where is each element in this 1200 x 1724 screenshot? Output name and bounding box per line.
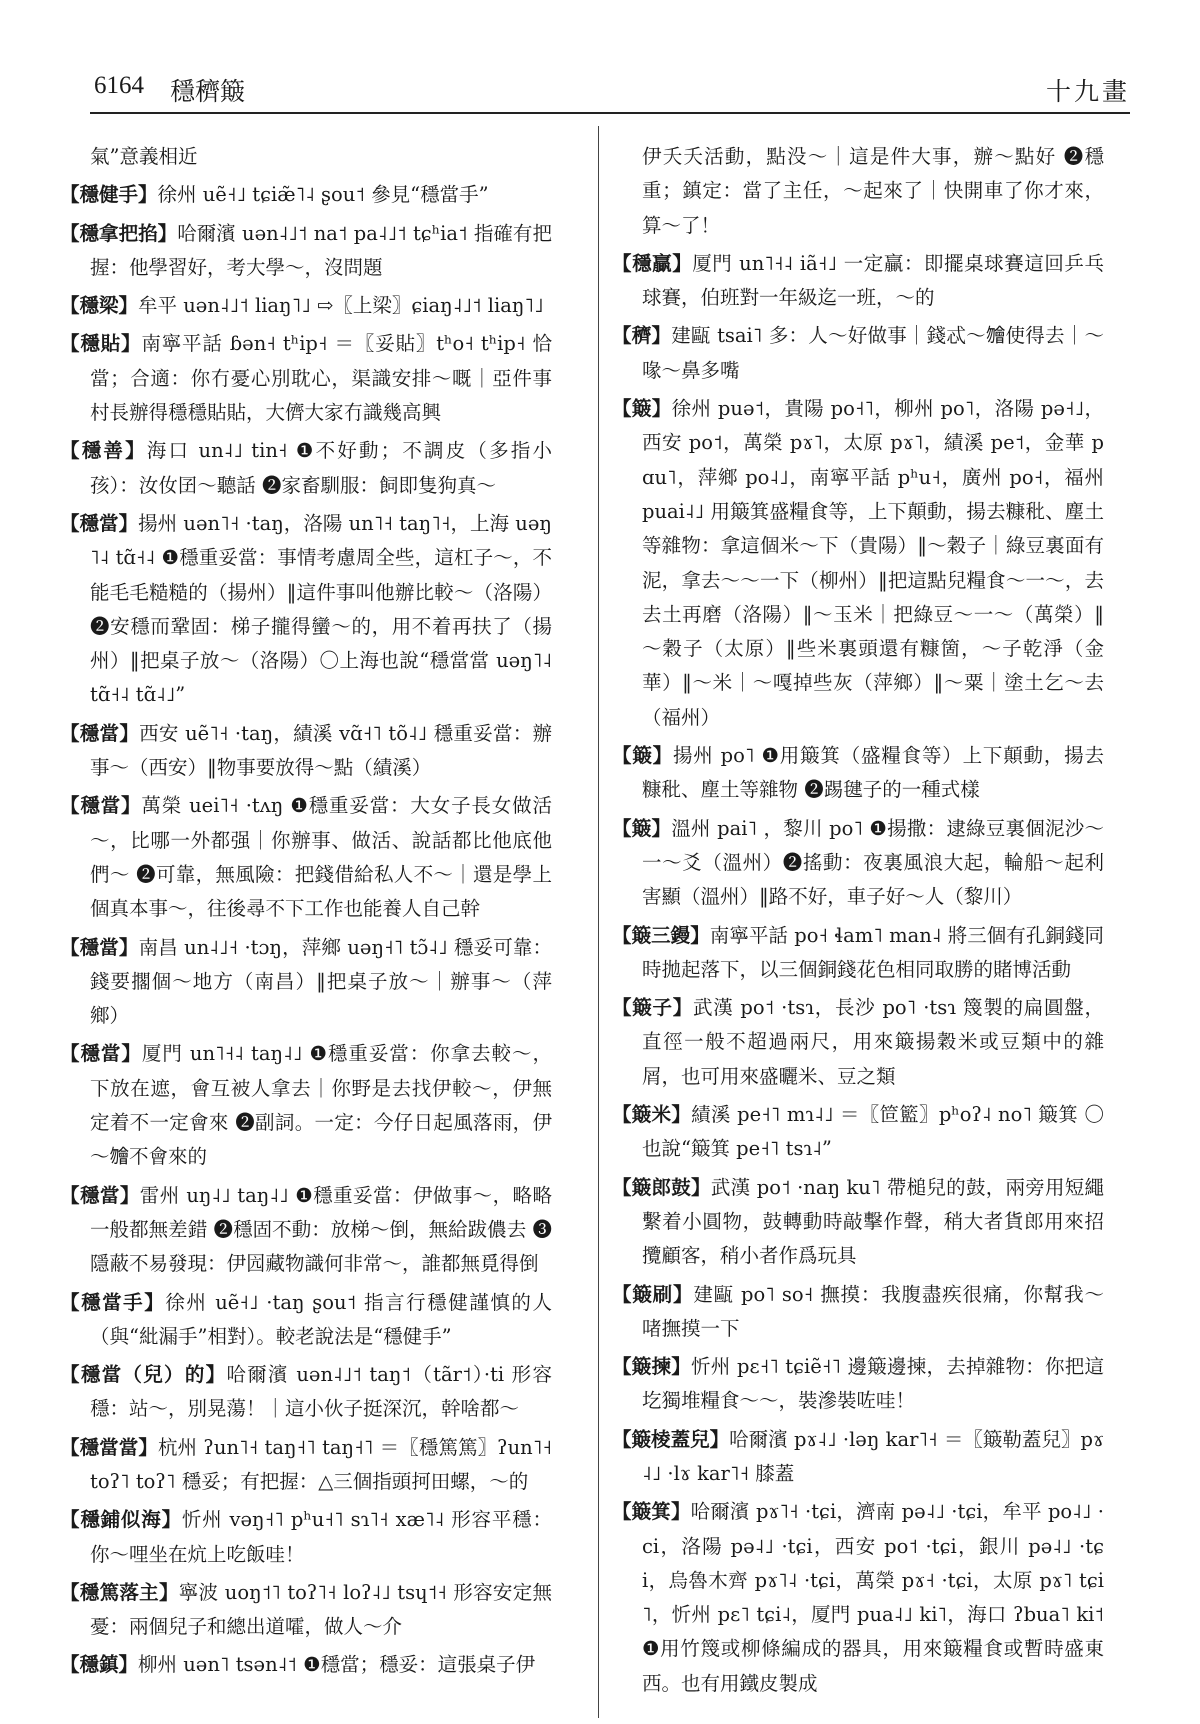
entry-headword: 【 簸 】	[612, 744, 673, 767]
dictionary-entry	[60, 289, 552, 323]
dictionary-entry	[612, 991, 1104, 1094]
entry-definition: 徐州 puə˦，貴陽 po˧˥，柳州 po˥，洛陽 pə˧˩，西安 po˦，萬榮 pɤ˥，太原 pɤ˥，績溪 pe˦，金華 pɑu˥，萍鄉 po˨˩，南寧平話 pʰu˧，廣州 po˧，福州 puai˨˩ 用簸箕盛糧食等，上下顛動，揚去糠秕、塵土等雜物：拿這個米～下（貴陽）‖～穀子｜綠豆裏面有泥，拿去～～一下（柳州）‖把這點兒糧食～一～，去去土再磨（洛陽）‖～玉米｜把綠豆～一～（萬榮）‖～穀子（太原）‖些米裏頭還有糠箇，～子乾淨（金華）‖～米｜～嘎掉些灰（萍鄉）‖～粟｜塗土乞～去（福州）	[642, 397, 1104, 729]
entry-definition: 厦門 un˥˧˨ iã˧˩ 一定贏：即擺桌球賽這回乒乓球賽，伯班對一年級迄一班，～的	[642, 251, 1104, 310]
entry-headword: 【 簸子 】	[612, 996, 693, 1019]
entry-definition: 牟平 uən˨˩˦ liaŋ˥˩ ⇨〖上梁〗ɕiaŋ˨˩˦ liaŋ˥˩	[138, 294, 544, 318]
dictionary-entry	[612, 392, 1104, 735]
entry-headword: 【 穩拿把掐 】	[60, 222, 177, 245]
entry-definition: 哈爾濱 uən˨˩˦ taŋ˦（tãr˦）·ti 形容穩：站～，別晃蕩！｜這小伙子挺深沉，幹啥都～	[90, 1363, 552, 1421]
dictionary-entry	[60, 507, 552, 713]
dictionary-entry	[612, 140, 1104, 243]
dictionary-entry	[60, 1358, 552, 1427]
entry-headword: 【 穩當 】	[60, 794, 141, 817]
entry-definition: 杭州 ʔun˥˧ taŋ˧˥ taŋ˧˥ ＝〖穩篤篤〗ʔun˥˧ toʔ˥ toʔ˥ 穩妥；有把握：△三個指頭抲田螺，～的	[90, 1435, 552, 1493]
entry-definition: 哈爾濱 pɤ˨˩ ·ləŋ kar˥˧ ＝〖簸勒蓋兒〗pɤ˨˩ ·lɤ kar˥˧ 膝蓋	[642, 1427, 1104, 1485]
dictionary-entry	[60, 217, 552, 286]
entry-headword: 【 簸刷 】	[612, 1283, 693, 1306]
dictionary-entry	[60, 327, 552, 430]
entry-definition: 萬榮 uei˥˧ ·tʌŋ ❶穩重妥當：大女子長女做活～，比哪一外都强｜你辦事、做活、說話都比他底他們～ ❷可靠，無風險：把錢借給私人不～｜還是學上個真本事～，往後尋不下工作也能養人自己幹	[90, 794, 552, 921]
entry-headword: 【 簸 】	[612, 817, 671, 840]
dictionary-entry	[612, 1423, 1104, 1492]
entry-headword: 【 穩篤落主 】	[60, 1581, 179, 1604]
entry-definition: 南寧平話 po˧ ɬam˥ man˨ 將三個有孔銅錢同時拋起落下，以三個銅錢花色相同取勝的賭博活動	[642, 923, 1104, 981]
dictionary-entry	[612, 1495, 1104, 1701]
entry-definition: 忻州 pɛ˧˥ tɕiẽ˧˥ 邊簸邊揀，去掉雜物：你把這圪獨堆糧食～～，裝滲裝咗哇！	[642, 1355, 1104, 1413]
dictionary-entry	[612, 1171, 1104, 1274]
entry-headword: 【 穩貼 】	[60, 332, 141, 355]
entry-headword: 【 穩當當 】	[60, 1436, 158, 1459]
entry-headword: 【 穩當 】	[60, 512, 138, 535]
entry-definition: 南昌 un˨˩˧ ·tɔŋ，萍鄉 uəŋ˧˥ tɔ̃˨˩ 穩妥可靠：錢要擱個～地方（南昌）‖把桌子放～｜辦事～（萍鄉）	[90, 935, 552, 1028]
entry-definition: 績溪 pe˧˥ mɿ˨˩ ＝〖笸籃〗pʰoʔ˨ no˥ 簸箕 〇也說“簸箕 pe˧˥ tsɿ˨”	[642, 1103, 1104, 1161]
entry-definition: 南寧平話 ɓən˧ tʰip˧ ＝〖妥貼〗tʰo˧ tʰip˧ 恰當；合適：你冇憂心別耽心，渠識安排～嘅｜亞件事村長辦得穩穩貼貼，大儕大家冇識幾高興	[90, 332, 552, 425]
dictionary-entry	[612, 247, 1104, 316]
dictionary-entry	[60, 931, 552, 1034]
entry-definition: 徐州 uẽ˧˩ ·taŋ ʂou˦ 指言行穩健謹慎的人（與“紕漏手”相對）。較老說法是“穩健手”	[90, 1290, 552, 1348]
entry-headword: 【 簸箕 】	[612, 1500, 691, 1523]
entry-definition: 忻州 vəŋ˧˥ pʰu˧˥ sɿ˥˧ xæ˥˨ 形容平穩：你～哩坐在炕上吃飯哇！	[90, 1508, 552, 1566]
dictionary-entry	[60, 1286, 552, 1355]
entry-definition: 海口 un˨˩ tin˧ ❶不好動；不調皮（多指小孩）：汝㚢囝～聽話 ❷家畜馴服：飼即隻狗真～	[90, 439, 552, 497]
entry-definition: 寧波 uoŋ˦˥ toʔ˥˧ loʔ˨˩ tsɥ˦˧ 形容安定無憂：兩個兒子和總出道嚯，做人～介	[90, 1580, 552, 1639]
dictionary-entry	[60, 1648, 552, 1682]
entry-headword: 【 穩贏 】	[612, 252, 692, 275]
entry-definition: 柳州 uən˥ tsən˨˦ ❶穩當；穩妥：這張桌子伊	[138, 1653, 536, 1677]
dictionary-entry	[612, 1098, 1104, 1167]
dictionary-entry	[60, 789, 552, 926]
entry-headword: 【 穩梁 】	[60, 294, 138, 317]
entry-headword: 【 穩善 】	[60, 439, 147, 462]
entry-headword: 【 穩當 】	[60, 936, 139, 959]
dictionary-entry	[60, 1037, 552, 1174]
dictionary-entry	[612, 812, 1104, 915]
entry-definition: 建甌 tsai˥ 多：人～好做事｜錢忒～𣍐使得去｜～喙～鼻多嘴	[642, 324, 1104, 382]
entry-headword: 【 穩當手 】	[60, 1291, 165, 1314]
dictionary-entry	[612, 1350, 1104, 1419]
entry-headword: 【 穩健手 】	[60, 183, 158, 206]
entry-headword: 【 簸郎鼓 】	[612, 1176, 711, 1199]
column-divider	[598, 126, 599, 1718]
entry-headword: 【 簸棱蓋兒 】	[612, 1428, 729, 1451]
dictionary-entry	[60, 178, 552, 212]
entry-definition: 氣”意義相近	[90, 145, 198, 168]
entry-definition: 伊夭夭活動，點没～｜這是件大事，辦～點好 ❷穩重；鎮定：當了主任，～起來了｜快開車了你才來，算～了！	[642, 145, 1104, 237]
entry-headword: 【 簸米 】	[612, 1103, 691, 1126]
dictionary-entry	[60, 1431, 552, 1500]
entry-definition: 揚州 uən˥˧ ·taŋ，洛陽 un˥˧ taŋ˥˧，上海 uəŋ˥˨ tɑ̃˧˨ ❶穩重妥當：事情考慮周全些，這杠子～，不能毛毛糙糙的（揚州）‖這件事叫他辦比較～（洛陽）❷安穩而鞏固：梯子攏得蠻～的，用不着再扶了（揚州）‖把桌子放～（洛陽）〇上海也說“穩當當 uəŋ˥˨ tɑ̃˧˨ tɑ̃˨˩”	[90, 511, 552, 707]
dictionary-entry	[60, 1179, 552, 1282]
dictionary-entry	[60, 717, 552, 786]
dictionary-entry	[612, 919, 1104, 988]
page-number: 6164	[94, 72, 144, 99]
entry-headword: 【 穩鋪似海 】	[60, 1508, 182, 1531]
entry-definition: 雷州 uŋ˨˩ taŋ˨˩ ❶穩重妥當：伊做事～，略略一般都無差錯 ❷穩固不動：放梯～倒，無給跋儂去 ❸隱蔽不易發現：伊囥藏物識何非常～，誰都無覓得倒	[90, 1183, 552, 1276]
section-label: 十九畫	[1045, 77, 1130, 106]
dictionary-entry	[612, 319, 1104, 388]
entry-definition: 哈爾濱 pɤ˥˧ ·tɕi，濟南 pə˨˩ ·tɕi，牟平 po˨˩ ·ci，洛陽 pə˨˩ ·tɕi，西安 po˦ ·tɕi，銀川 pə˨˩ ·tɕi，烏魯木齊 pɤ˥˨ ·tɕi，萬榮 pɤ˧ ·tɕi，太原 pɤ˥ tɕi˥，忻州 pɛ˥ tɕi˨，厦門 pua˨˩ ki˥，海口 ʔbua˥ ki˦ ❶用竹篾或柳條編成的器具，用來簸糧食或暫時盛東西。也有用鐵皮製成	[642, 1500, 1104, 1695]
entry-definition: 西安 uẽ˥˧ ·taŋ，績溪 vɑ̃˧˥ tõ˨˩ 穩重妥當：辦事～（西安）‖物事要放得～點（績溪）	[90, 721, 552, 780]
dictionary-entry	[60, 140, 552, 174]
entry-headword: 【 穩當（兒）的 】	[60, 1363, 226, 1386]
entry-headword: 【 穩當 】	[60, 1184, 140, 1207]
entry-definition: 徐州 uẽ˧˩ tɕiæ̃˥˨ ʂou˦ 參見“穩當手”	[157, 183, 489, 207]
dictionary-entry	[612, 1278, 1104, 1347]
entry-headword: 【 穩當 】	[60, 1042, 142, 1065]
running-head: 穩穧簸	[170, 77, 246, 106]
entry-definition: 厦門 un˥˧˨ taŋ˨˩ ❶穩重妥當：你拿去較～，下放在遮，會互被人拿去｜你野是去找伊較～，伊無定着不一定會來 ❷副詞。一定：今仔日起風落雨，伊～𣍐不會來的	[90, 1042, 552, 1169]
entry-headword: 【 穩鎮 】	[60, 1653, 138, 1676]
entry-headword: 【 簸揀 】	[612, 1355, 691, 1378]
entry-headword: 【 穧 】	[612, 324, 671, 347]
entry-definition: 武漢 po˦ ·naŋ ku˥ 帶槌兒的鼓，兩旁用短繩繫着小圓物，鼓轉動時敲擊作聲，稍大者貨郎用來招攬顧客，稍小者作爲玩具	[642, 1175, 1104, 1268]
dictionary-entry	[60, 1576, 552, 1645]
entry-headword: 【 簸 】	[612, 397, 672, 420]
entry-headword: 【 穩當 】	[60, 722, 139, 745]
entry-headword: 【 簸三鏝 】	[612, 924, 710, 947]
entry-definition: 武漢 po˦ ·tsɿ，長沙 po˥ ·tsɿ 篾製的扁圓盤，直徑一般不超過兩尺，用來簸揚穀米或豆類中的雜屑，也可用來盛曬米、豆之類	[642, 996, 1104, 1088]
entry-definition: 建甌 po˥ so˧ 撫摸：我腹盡疾很痛，你幫我～啫撫摸一下	[642, 1282, 1104, 1340]
entry-definition: 溫州 pai˥ ，黎川 po˥ ❶揚撒：逮綠豆裏個泥沙～一～爻（溫州）❷搖動：夜裏風浪大起，輪船～起利害顯（溫州）‖路不好，車子好～人（黎川）	[642, 816, 1104, 909]
page-header	[90, 66, 1130, 114]
dictionary-entry	[612, 739, 1104, 808]
entry-definition: 揚州 po˥ ❶用簸箕（盛糧食等）上下顛動，揚去糠秕、塵土等雜物 ❷踢毽子的一種式樣	[642, 744, 1104, 802]
dictionary-entry	[60, 434, 552, 503]
dictionary-entry	[60, 1503, 552, 1572]
right-column	[612, 140, 1104, 1710]
entry-definition: 哈爾濱 uən˨˩˦ na˦ pa˨˩˦ tɕʰia˦ 指確有把握：他學習好，考大學～，沒問題	[90, 221, 552, 279]
left-column	[60, 140, 552, 1710]
